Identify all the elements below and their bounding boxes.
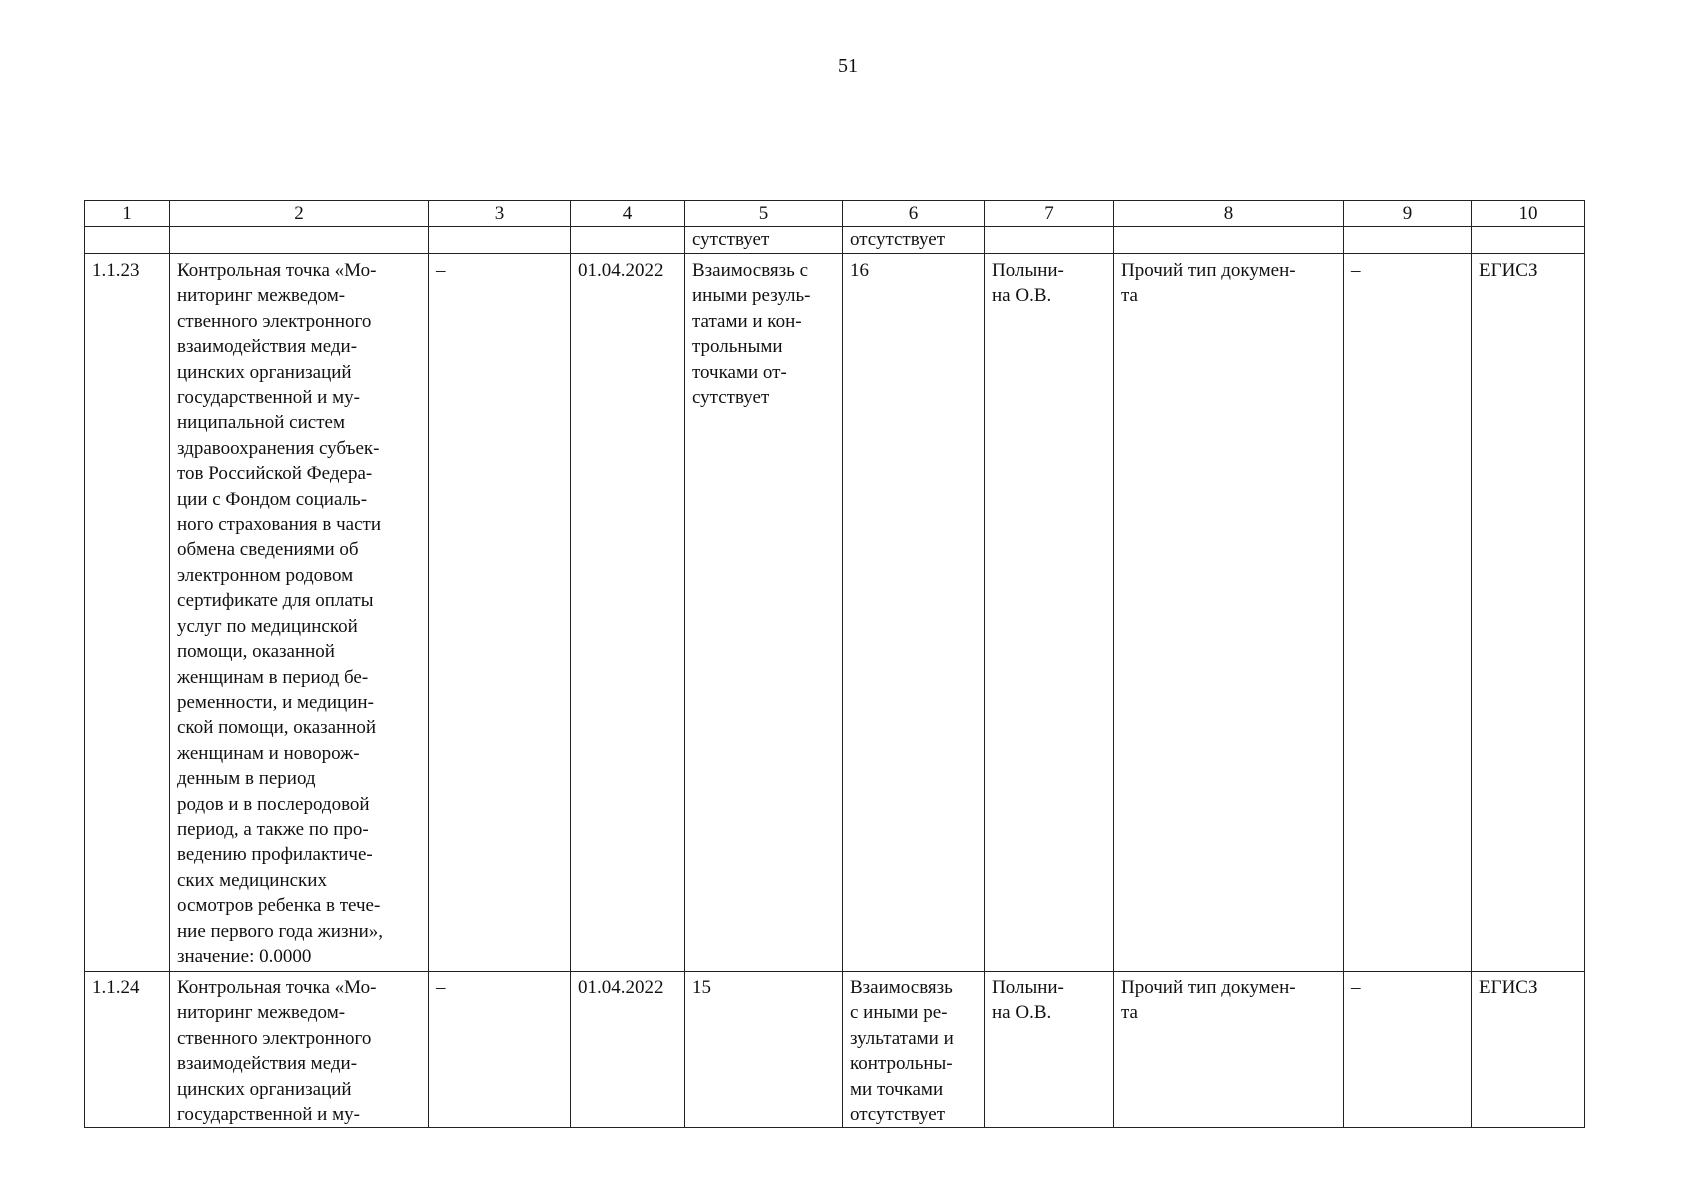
table-cell: Взаимосвязь с иными резуль- татами и кон- трольными точками от- сутствует xyxy=(685,254,843,972)
table-cell: 15 xyxy=(685,972,843,1128)
column-header: 3 xyxy=(429,201,571,227)
row-number: 1.1.24 xyxy=(85,972,170,1128)
column-header: 5 xyxy=(685,201,843,227)
column-header: 6 xyxy=(843,201,985,227)
column-header: 9 xyxy=(1344,201,1472,227)
table-cell xyxy=(429,227,571,254)
system-cell: ЕГИСЗ xyxy=(1472,972,1585,1128)
checkpoint-name: Контрольная точка «Мо- ниторинг межведом- ственного электронного взаимодействия меди- цинских организаций государственной и му- ниципальной систем здравоохранения субъек- тов Российской Федера- ции с Фондом социаль- ного страхования в части обмена сведениями об электронном родовом сертификате для оплаты услуг по медицинской помощи, оказанной женщинам в период бе- ременности, и медицин- ской помощи, оказанной женщинам и новорож- денным в период родов и в послеродовой период, а также по про- ведению профилактиче- ских медицинских осмотров ребенка в тече- ние первого года жизни», значение: 0.0000 xyxy=(170,254,429,972)
responsible-cell: Полыни- на О.В. xyxy=(985,254,1114,972)
page-number: 51 xyxy=(838,55,858,77)
table-cell: Взаимосвязь с иными ре- зультатами и контрольны- ми точками отсутствует xyxy=(843,972,985,1128)
document-table xyxy=(84,200,1585,1128)
responsible-cell: Полыни- на О.В. xyxy=(985,972,1114,1128)
table-cell: – xyxy=(1344,254,1472,972)
table-cell: 16 xyxy=(843,254,985,972)
header-row xyxy=(85,201,1585,227)
date-cell: 01.04.2022 xyxy=(571,254,685,972)
system-cell: ЕГИСЗ xyxy=(1472,254,1585,972)
table-cell: – xyxy=(1344,972,1472,1128)
table-row xyxy=(85,254,1585,972)
checkpoint-name: Контрольная точка «Мо- ниторинг межведом- ственного электронного взаимодействия меди- цинских организаций государственной и му- xyxy=(170,972,429,1128)
table-row xyxy=(85,972,1585,1128)
column-header: 10 xyxy=(1472,201,1585,227)
table-cell: отсутствует xyxy=(843,227,985,254)
doc-type-cell: Прочий тип докумен- та xyxy=(1114,972,1344,1128)
continuation-row xyxy=(85,227,1585,254)
table-cell xyxy=(571,227,685,254)
column-header: 7 xyxy=(985,201,1114,227)
date-cell: 01.04.2022 xyxy=(571,972,685,1128)
table-cell xyxy=(985,227,1114,254)
table-cell xyxy=(1344,227,1472,254)
table-cell xyxy=(1114,227,1344,254)
column-header: 4 xyxy=(571,201,685,227)
table-cell xyxy=(85,227,170,254)
table-cell xyxy=(1472,227,1585,254)
table-cell: – xyxy=(429,254,571,972)
row-number: 1.1.23 xyxy=(85,254,170,972)
table-cell: сутствует xyxy=(685,227,843,254)
table-cell: – xyxy=(429,972,571,1128)
table-cell xyxy=(170,227,429,254)
column-header: 2 xyxy=(170,201,429,227)
column-header: 1 xyxy=(85,201,170,227)
column-header: 8 xyxy=(1114,201,1344,227)
doc-type-cell: Прочий тип докумен- та xyxy=(1114,254,1344,972)
